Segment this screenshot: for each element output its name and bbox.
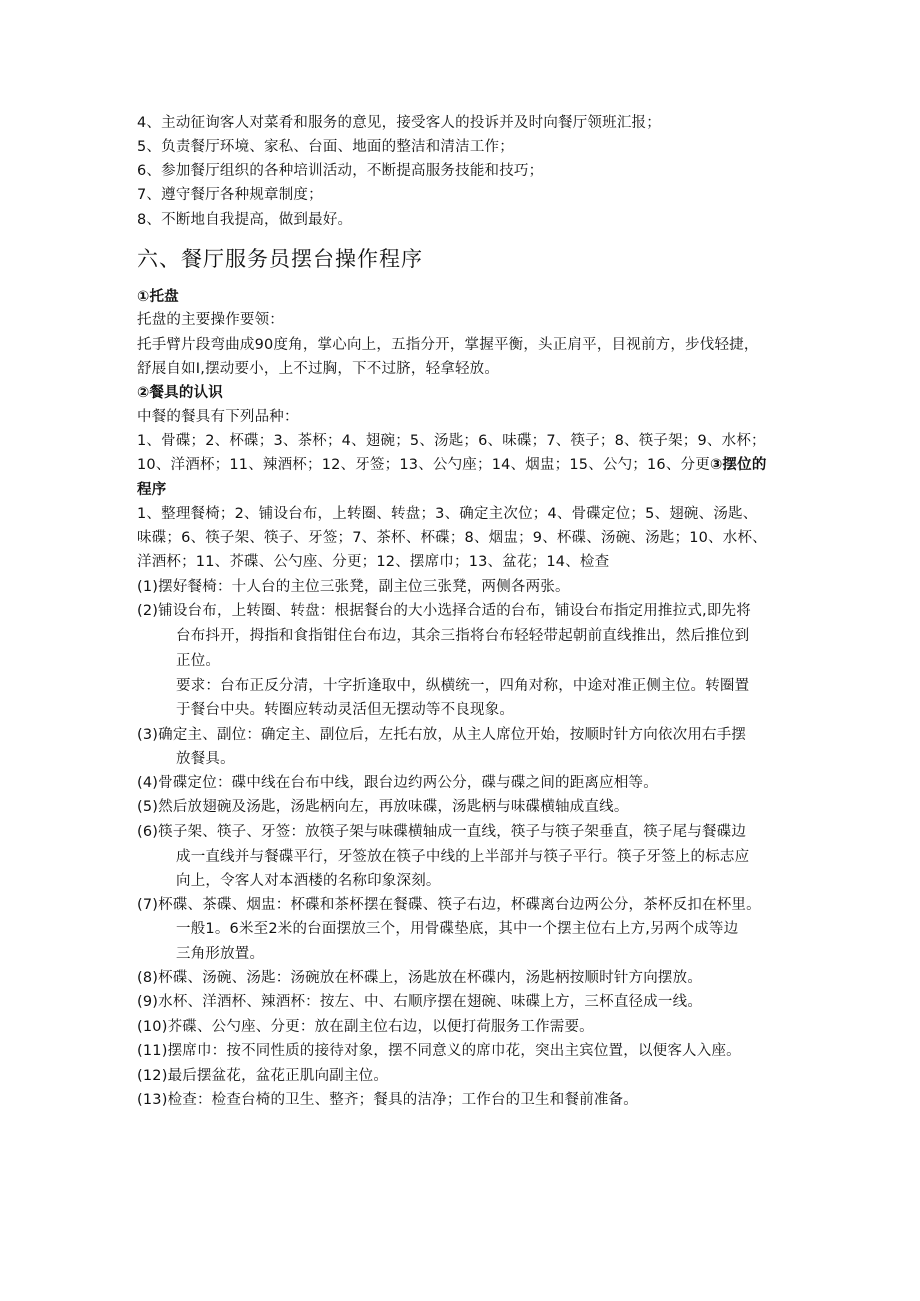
setting-item-8: (8)杯碟、汤碗、汤匙：汤碗放在杯碟上，汤匙放在杯碟内，汤匙柄按顺时针方向摆放。 bbox=[137, 970, 703, 986]
setting-item-6-cont: 成一直线并与餐碟平行，牙签放在筷子中线的上半部并与筷子平行。筷子牙签上的标志应 bbox=[176, 849, 750, 865]
setting-item-3: (3)确定主、副位：确定主、副位后，左托右放，从主人席位开始，按顺时针方向依次用右手摆 bbox=[137, 727, 747, 743]
duty-item-7: 7、遵守餐厅各种规章制度； bbox=[137, 187, 323, 203]
setting-item-3-cont: 放餐具。 bbox=[176, 751, 235, 767]
setting-item-10: (10)芥碟、公勺座、分更：放在副主位右边，以便打荷服务工作需要。 bbox=[137, 1019, 594, 1035]
setting-steps-line: 1、整理餐椅；2、铺设台布，上转圈、转盘；3、确定主次位；4、骨碟定位；5、翅碗、汤匙、 bbox=[137, 506, 758, 522]
setting-item-12: (12)最后摆盆花，盆花正肌向副主位。 bbox=[137, 1068, 389, 1084]
section-title: 六、餐厅服务员摆台操作程序 bbox=[137, 247, 423, 271]
tray-line: 舒展自如I,摆动要小，上不过胸，下不过脐，轻拿轻放。 bbox=[137, 361, 500, 377]
tableware-list-line bbox=[137, 455, 767, 475]
setting-item-2: (2)铺设台布，上转圈、转盘：根据餐台的大小选择合适的台布，铺设台布指定用推拉式,即先将 bbox=[137, 603, 751, 619]
tableware-title: ②餐具的认识 bbox=[137, 385, 223, 401]
setting-title-end: 程序 bbox=[137, 482, 167, 498]
tray-line: 托手臂片段弯曲成90度角，掌心向上，五指分开，掌握平衡，头正肩平，目视前方，步伐轻捷， bbox=[137, 337, 759, 353]
setting-item-9: (9)水杯、洋酒杯、辣酒杯：按左、中、右顺序摆在翅碗、味碟上方，三杯直径成一线。 bbox=[137, 994, 703, 1010]
tableware-list-text: 10、洋酒杯；11、辣酒杯；12、牙签；13、公勺座；14、烟盅；15、公勺；16、分更 bbox=[137, 457, 710, 473]
setting-item-6-cont: 向上，令客人对本酒楼的名称印象深刻。 bbox=[176, 873, 441, 889]
setting-item-2-cont: 台布抖开，拇指和食指钳住台布边，其余三指将台布轻轻带起朝前直线推出，然后推位到 bbox=[176, 628, 750, 644]
setting-title-start: ③摆位的 bbox=[709, 457, 767, 473]
setting-item-7-cont: 一般1。6米至2米的台面摆放三个，用骨碟垫底，其中一个摆主位右上方,另两个成等边 bbox=[176, 921, 739, 937]
setting-item-5: (5)然后放翅碗及汤匙，汤匙柄向左，再放味碟，汤匙柄与味碟横轴成直线。 bbox=[137, 799, 629, 815]
setting-item-2-requirement: 要求：台布正反分清，十字折逢取中，纵横统一，四角对称，中途对准正侧主位。转圈置 bbox=[176, 678, 750, 694]
setting-item-6: (6)筷子架、筷子、牙签：放筷子架与味碟横轴成一直线，筷子与筷子架垂直，筷子尾与餐碟边 bbox=[137, 824, 747, 840]
setting-item-7: (7)杯碟、茶碟、烟盅：杯碟和茶杯摆在餐碟、筷子右边，杯碟离台边两公分，茶杯反扣在杯里。 bbox=[137, 897, 761, 913]
setting-item-4: (4)骨碟定位：碟中线在台布中线，跟台边约两公分，碟与碟之间的距离应相等。 bbox=[137, 775, 658, 791]
duty-item-5: 5、负责餐厅环境、家私、台面、地面的整洁和清洁工作； bbox=[137, 139, 514, 155]
setting-steps-line: 味碟；6、筷子架、筷子、牙签；7、茶杯、杯碟；8、烟盅；9、杯碟、汤碗、汤匙；10、水杯、 bbox=[137, 530, 767, 546]
setting-item-2-cont: 于餐台中央。转圈应转动灵活但无摆动等不良现象。 bbox=[176, 702, 515, 718]
setting-item-13: (13)检查：检查台椅的卫生、整齐；餐具的洁净；工作台的卫生和餐前准备。 bbox=[137, 1092, 638, 1108]
duty-item-4: 4、主动征询客人对菜肴和服务的意见，接受客人的投诉并及时向餐厅领班汇报； bbox=[137, 115, 661, 131]
tray-intro: 托盘的主要操作要领： bbox=[137, 312, 284, 328]
duty-item-8: 8、不断地自我提高，做到最好。 bbox=[137, 212, 353, 228]
duty-item-6: 6、参加餐厅组织的各种培训活动，不断提高服务技能和技巧； bbox=[137, 163, 544, 179]
setting-item-7-cont: 三角形放置。 bbox=[176, 946, 265, 962]
setting-steps-line: 洋酒杯；11、芥碟、公勺座、分更；12、摆席巾；13、盆花；14、检查 bbox=[137, 554, 610, 570]
setting-item-2-cont: 正位。 bbox=[176, 653, 221, 669]
tableware-intro: 中餐的餐具有下列品种： bbox=[137, 409, 299, 425]
tableware-list-line: 1、骨碟；2、杯碟；3、茶杯；4、翅碗；5、汤匙；6、味碟；7、筷子；8、筷子架；9、水杯； bbox=[137, 433, 766, 449]
setting-item-1: (1)摆好餐椅：十人台的主位三张凳，副主位三张凳，两侧各两张。 bbox=[137, 579, 570, 595]
setting-item-11: (11)摆席巾：按不同性质的接待对象，摆不同意义的席巾花，突出主宾位置，以便客人入座。 bbox=[137, 1043, 741, 1059]
tray-title: ①托盘 bbox=[137, 289, 179, 305]
